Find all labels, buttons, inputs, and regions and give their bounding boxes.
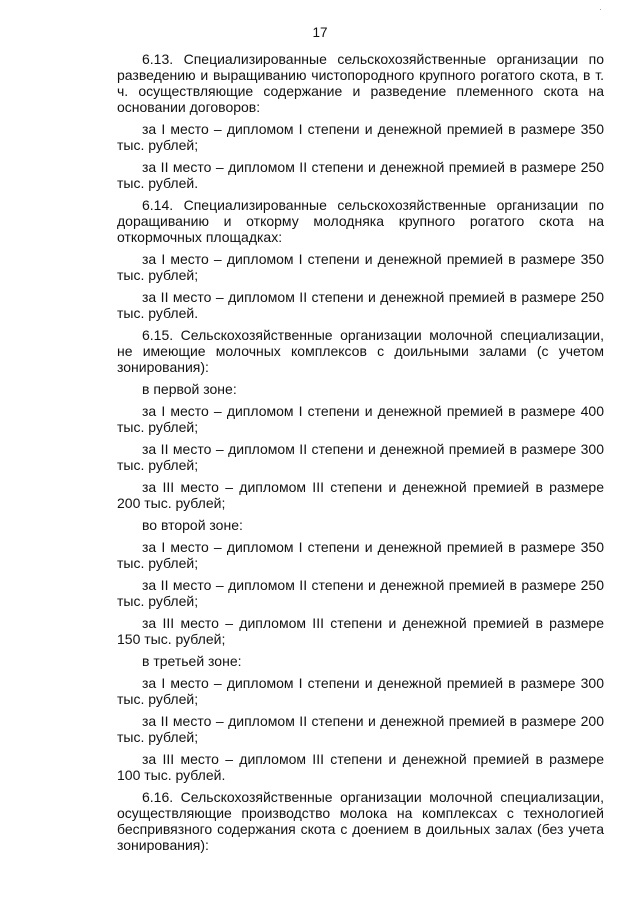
page-number: 17 xyxy=(312,25,328,40)
section-paragraph: 6.14. Специализированные сельскохозяйственные организации по доращиванию и откорму молодняка крупного рогатого скота на откормочных площадках: xyxy=(117,197,604,245)
award-item: за III место – дипломом III степени и денежной премией в размере 150 тыс. рублей; xyxy=(117,615,604,647)
award-item: за II место – дипломом II степени и денежной премией в размере 250 тыс. рублей; xyxy=(117,577,604,609)
award-item: за I место – дипломом I степени и денежной премией в размере 350 тыс. рублей; xyxy=(117,251,604,283)
award-item: во второй зоне: xyxy=(142,517,243,533)
award-item: в третьей зоне: xyxy=(142,653,242,669)
award-item: за I место – дипломом I степени и денежной премией в размере 350 тыс. рублей; xyxy=(117,121,604,153)
award-item: в первой зоне: xyxy=(142,381,237,397)
award-item: за II место – дипломом II степени и денежной премией в размере 250 тыс. рублей. xyxy=(117,289,604,321)
award-item: за II место – дипломом II степени и денежной премией в размере 250 тыс. рублей. xyxy=(117,159,604,191)
section-paragraph: 6.15. Сельскохозяйственные организации молочной специализации, не имеющие молочных комплексов с доильными залами (с учетом зонирования): xyxy=(117,327,604,375)
section-paragraph: 6.16. Сельскохозяйственные организации молочной специализации, осуществляющие производство молока на комплексах с технологией беспривязного содержания скота с доением в доильных залах (без учета зонирования): xyxy=(117,789,604,853)
award-item: за I место – дипломом I степени и денежной премией в размере 300 тыс. рублей; xyxy=(117,675,604,707)
section-paragraph: 6.13. Специализированные сельскохозяйственные организации по разведению и выращиванию чистопородного крупного рогатого скота, в т. ч. осуществляющие содержание и разведение племенного скота на основании договоров: xyxy=(117,51,604,115)
corner-mark: · xyxy=(599,4,602,14)
award-item: за III место – дипломом III степени и денежной премией в размере 100 тыс. рублей. xyxy=(117,751,604,783)
award-item: за I место – дипломом I степени и денежной премией в размере 400 тыс. рублей; xyxy=(117,403,604,435)
award-item: за II место – дипломом II степени и денежной премией в размере 200 тыс. рублей; xyxy=(117,713,604,745)
award-item: за I место – дипломом I степени и денежной премией в размере 350 тыс. рублей; xyxy=(117,539,604,571)
award-item: за III место – дипломом III степени и денежной премией в размере 200 тыс. рублей; xyxy=(117,479,604,511)
document-body xyxy=(117,51,604,853)
award-item: за II место – дипломом II степени и денежной премией в размере 300 тыс. рублей; xyxy=(117,441,604,473)
